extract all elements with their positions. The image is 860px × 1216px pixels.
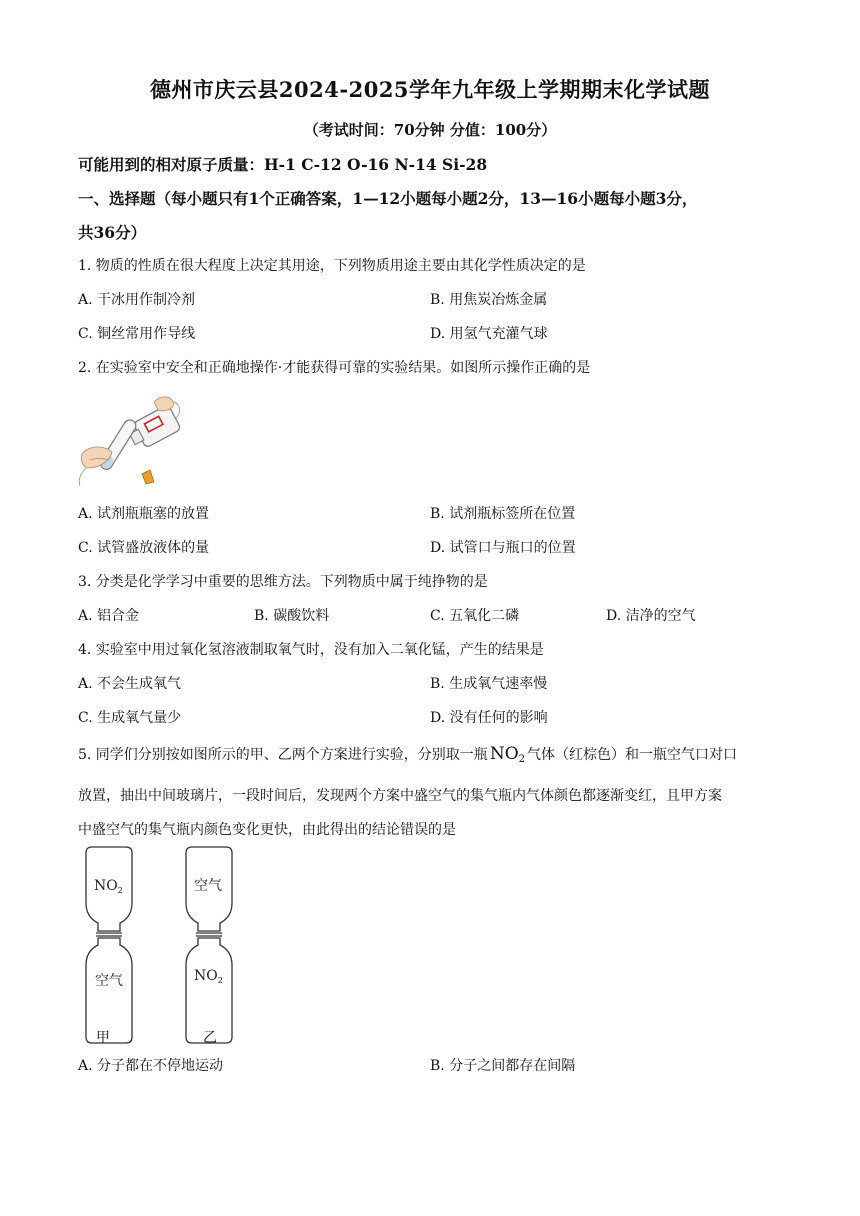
q1-option-b: B. 用焦炭冶炼金属 (430, 292, 548, 308)
q4-option-b: B. 生成氧气速率慢 (430, 676, 548, 692)
question-1-stem: 1. 物质的性质在很大程度上决定其用途，下列物质用途主要由其化学性质决定的是 (78, 258, 586, 274)
q1-option-d: D. 用氢气充灌气球 (430, 326, 548, 342)
section-heading-cont: 共36分） (78, 223, 147, 242)
q5-stem-pre: 5. 同学们分别按如图所示的甲、乙两个方案进行实验，分别取一瓶 (78, 747, 488, 763)
question-3-stem: 3. 分类是化学学习中重要的思维方法。下列物质中属于纯挣物的是 (78, 574, 488, 590)
q2-option-d: D. 试管口与瓶口的位置 (430, 540, 576, 556)
label-yi: 乙 (203, 1030, 217, 1046)
q2-option-b: B. 试剂瓶标签所在位置 (430, 506, 576, 522)
q2-option-a: A. 试剂瓶瓶塞的放置 (78, 506, 210, 522)
yi-top-gas: 空气 (194, 878, 222, 894)
page-title: 德州市庆云县2024-2025学年九年级上学期期末化学试题 (149, 77, 711, 102)
q4-option-a: A. 不会生成氧气 (78, 676, 182, 692)
q3-option-a: A. 铝合金 (78, 608, 140, 624)
q5-option-b: B. 分子之间都存在间隔 (430, 1058, 576, 1074)
question-5-line3: 中盛空气的集气瓶内颜色变化更快，由此得出的结论错误的是 (78, 822, 456, 838)
jia-bottom-gas: 空气 (95, 973, 123, 989)
q3-option-c: C. 五氧化二磷 (430, 608, 520, 624)
q2-option-c: C. 试管盛放液体的量 (78, 540, 210, 556)
q4-option-c: C. 生成氧气量少 (78, 710, 182, 726)
q5-option-a: A. 分子都在不停地运动 (78, 1058, 224, 1074)
q5-stem-post: 气体（红棕色）和一瓶空气口对口 (527, 747, 737, 763)
jia-top-gas: $NO_2$ (94, 878, 123, 895)
question-5-line2: 放置，抽出中间玻璃片，一段时间后，发现两个方案中盛空气的集气瓶内气体颜色都逐渐变红，且甲方案 (78, 788, 722, 804)
q3-option-b: B. 碳酸饮料 (254, 608, 330, 624)
q1-option-c: C. 铜丝常用作导线 (78, 326, 196, 342)
question-5-stem (78, 744, 737, 765)
label-jia: 甲 (96, 1030, 110, 1046)
yi-bottom-gas: $NO_2$ (194, 968, 223, 985)
gas-jars-figure (76, 845, 246, 1050)
q4-option-d: D. 没有任何的影响 (430, 710, 548, 726)
exam-info: （考试时间：70分钟 分值：100分） (303, 121, 557, 139)
atomic-masses: 可能用到的相对原子质量：H-1 C-12 O-16 N-14 Si-28 (78, 155, 488, 174)
section-heading: 一、选择题（每小题只有1个正确答案，1—12小题每小题2分，13—16小题每小题3分， (78, 189, 698, 208)
question-2-stem: 2. 在实验室中安全和正确地操作·才能获得可靠的实验结果。如图所示操作正确的是 (78, 360, 591, 376)
q1-option-a: A. 干冰用作制冷剂 (78, 292, 196, 308)
pouring-liquid-figure (76, 388, 186, 488)
q3-option-d: D. 洁净的空气 (606, 608, 696, 624)
question-4-stem: 4. 实验室中用过氧化氢溶液制取氧气时，没有加入二氧化锰，产生的结果是 (78, 642, 544, 658)
no2-formula: $NO_2$ (489, 744, 525, 765)
